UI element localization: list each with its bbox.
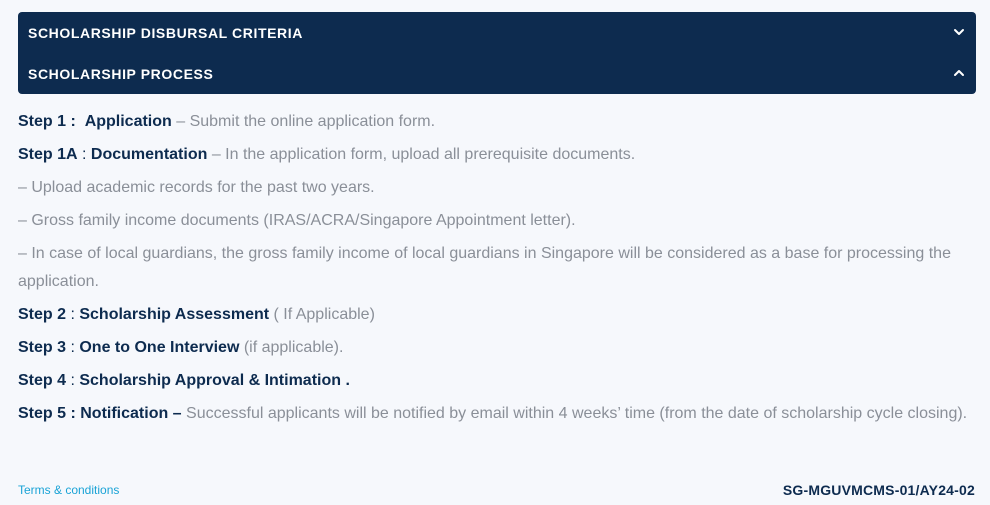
step-title: One to One Interview (79, 339, 240, 356)
step-4 (18, 367, 978, 395)
step-1 (18, 108, 978, 136)
step-separator: : (77, 146, 91, 163)
step-separator: : (66, 306, 80, 323)
terms-and-conditions-link[interactable]: Terms & conditions (18, 483, 120, 497)
chevron-down-icon[interactable] (952, 25, 966, 39)
step-2 (18, 301, 978, 329)
step-title: Scholarship Approval & Intimation . (79, 372, 350, 389)
step-5 (18, 400, 978, 428)
step-separator: : (66, 339, 80, 356)
step-title: Notification – (75, 405, 182, 422)
step-description: ( If Applicable) (269, 306, 375, 323)
step-label: Step 3 (18, 339, 67, 356)
document-code: SG-MGUVMCMS-01/AY24-02 (782, 482, 975, 498)
step-label: Step 4 (18, 372, 67, 389)
step-description: – Submit the online application form. (171, 113, 436, 130)
accordion-header-scholarship-process[interactable] (18, 53, 976, 94)
list-item: – Upload academic records for the past two years. (18, 179, 375, 196)
list-item: – Gross family income documents (IRAS/ACRA/Singapore Appointment letter). (18, 212, 576, 229)
chevron-up-icon[interactable] (952, 66, 966, 80)
step-label: Step 1 : (18, 113, 76, 130)
step-separator: : (66, 372, 80, 389)
scholarship-process-content (18, 108, 978, 428)
step-label: Step 1A (18, 146, 78, 163)
step-label: Step 5 : (18, 405, 76, 422)
accordion-title: SCHOLARSHIP DISBURSAL CRITERIA (28, 24, 303, 41)
accordion-title: SCHOLARSHIP PROCESS (28, 65, 214, 82)
list-item: – In case of local guardians, the gross family income of local guardians in Singapore will be considered as a base for processing the application. (18, 245, 951, 290)
step-title: Application (84, 113, 172, 130)
step-label: Step 2 (18, 306, 67, 323)
step-title: Documentation (90, 146, 208, 163)
accordion (18, 12, 976, 94)
step-title: Scholarship Assessment (79, 306, 270, 323)
step-description: Successful applicants will be notified by email within 4 weeks’ time (from the date of scholarship cycle closing). (181, 405, 968, 422)
step-1a (18, 141, 978, 169)
step-description: (if applicable). (239, 339, 344, 356)
step-3 (18, 334, 978, 362)
step-description: – In the application form, upload all prerequisite documents. (207, 146, 636, 163)
accordion-header-disbursal-criteria[interactable] (18, 12, 976, 53)
